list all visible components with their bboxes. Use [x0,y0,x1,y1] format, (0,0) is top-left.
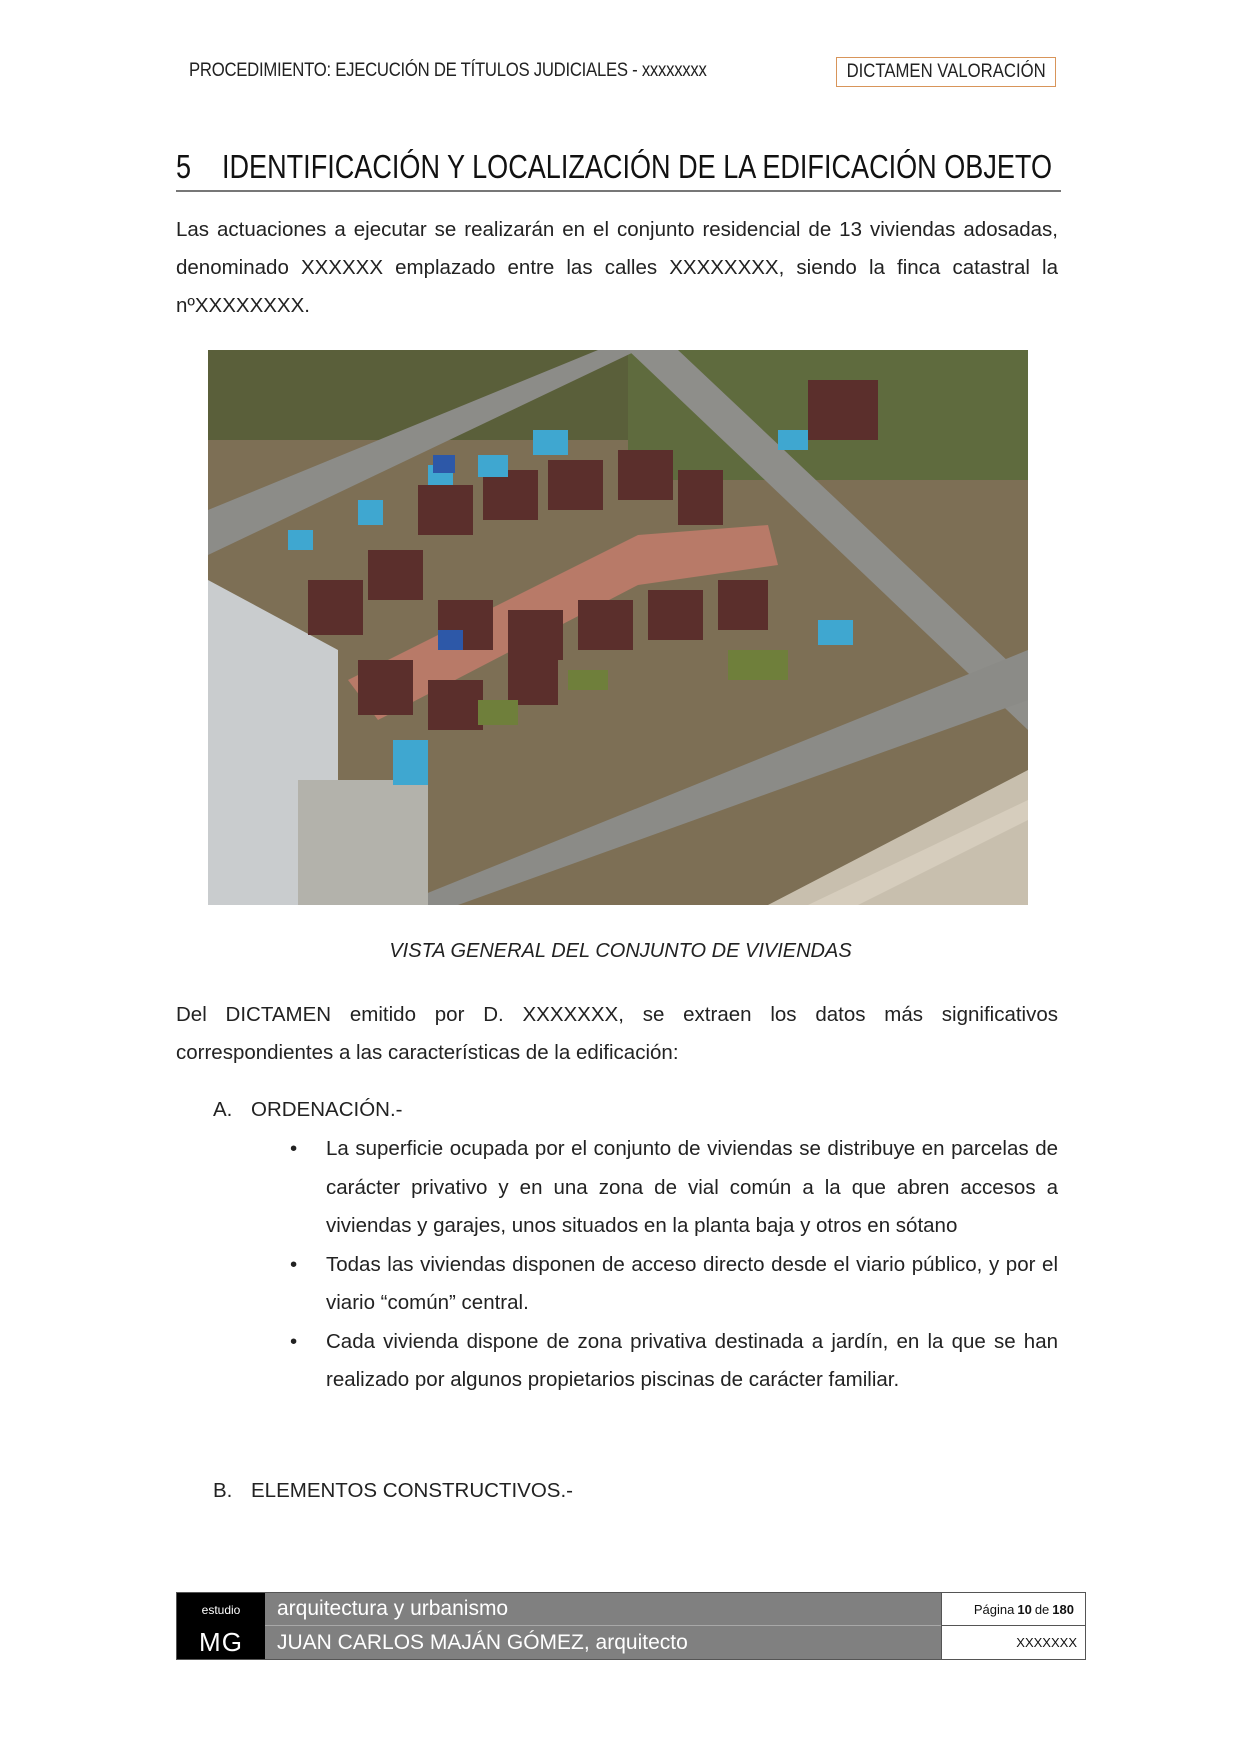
list-heading-ordenacion [213,1098,402,1122]
list-heading-text: ELEMENTOS CONSTRUCTIVOS.- [251,1479,573,1502]
footer-studio-logo: MG [177,1626,265,1659]
bullet-icon: • [290,1329,298,1353]
footer-studio-label: estudio [177,1593,265,1626]
footer-architect: JUAN CARLOS MAJÁN GÓMEZ, arquitecto [265,1626,941,1659]
header-procedure: PROCEDIMIENTO: EJECUCIÓN DE TÍTULOS JUDICIALES - xxxxxxxx [189,60,707,81]
list-heading-elementos [213,1479,573,1503]
section-heading [176,148,1061,192]
footer-specialty: arquitectura y urbanismo [265,1593,941,1626]
list-letter: A. [213,1098,233,1121]
section-title: IDENTIFICACIÓN Y LOCALIZACIÓN DE LA EDIFICACIÓN OBJETO [222,148,1053,185]
header-badge-label: DICTAMEN VALORACIÓN [846,61,1046,82]
header-badge [836,57,1056,87]
page-sep: de [1034,1601,1050,1617]
page-footer [176,1592,1086,1660]
list-item [288,1130,1058,1246]
second-paragraph: Del DICTAMEN emitido por D. XXXXXXX, se extraen los datos más significativos correspondientes a las características de la edificación: [176,1003,1058,1064]
list-letter: B. [213,1479,233,1502]
figure-caption: VISTA GENERAL DEL CONJUNTO DE VIVIENDAS [389,940,852,962]
footer-page-number [941,1593,1085,1626]
list-heading-text: ORDENACIÓN.- [251,1098,403,1121]
aerial-photo-illustration [208,350,1028,905]
list-item-text: La superficie ocupada por el conjunto de viviendas se distribuye en parcelas de carácter privativo y en una zona de vial común a la que abren accesos a viviendas y garajes, unos situados en la planta baja y otros en sótano [326,1137,1058,1237]
page-prefix: Página [973,1601,1015,1617]
list-item [288,1246,1058,1323]
page-current: 10 [1017,1601,1032,1617]
list-item-text: Todas las viviendas disponen de acceso directo desde el viario público, y por el viario “común” central. [326,1252,1058,1314]
section-number: 5 [176,148,192,185]
bullet-icon: • [290,1252,298,1276]
list-item-text: Cada vivienda dispone de zona privativa destinada a jardín, en la que se han realizado por algunos propietarios piscinas de carácter familiar. [326,1329,1058,1391]
page-total: 180 [1052,1601,1074,1617]
intro-paragraph: Las actuaciones a ejecutar se realizarán en el conjunto residencial de 13 viviendas adosadas, denominado XXXXXX emplazado entre las calles XXXXXXXX, siendo la finca catastral la nºXXXXXXXX. [176,218,1058,317]
footer-code: XXXXXXX [941,1626,1085,1659]
bullet-list [288,1130,1058,1400]
list-item [288,1323,1058,1400]
bullet-icon: • [290,1137,298,1160]
aerial-photo [208,350,1028,905]
